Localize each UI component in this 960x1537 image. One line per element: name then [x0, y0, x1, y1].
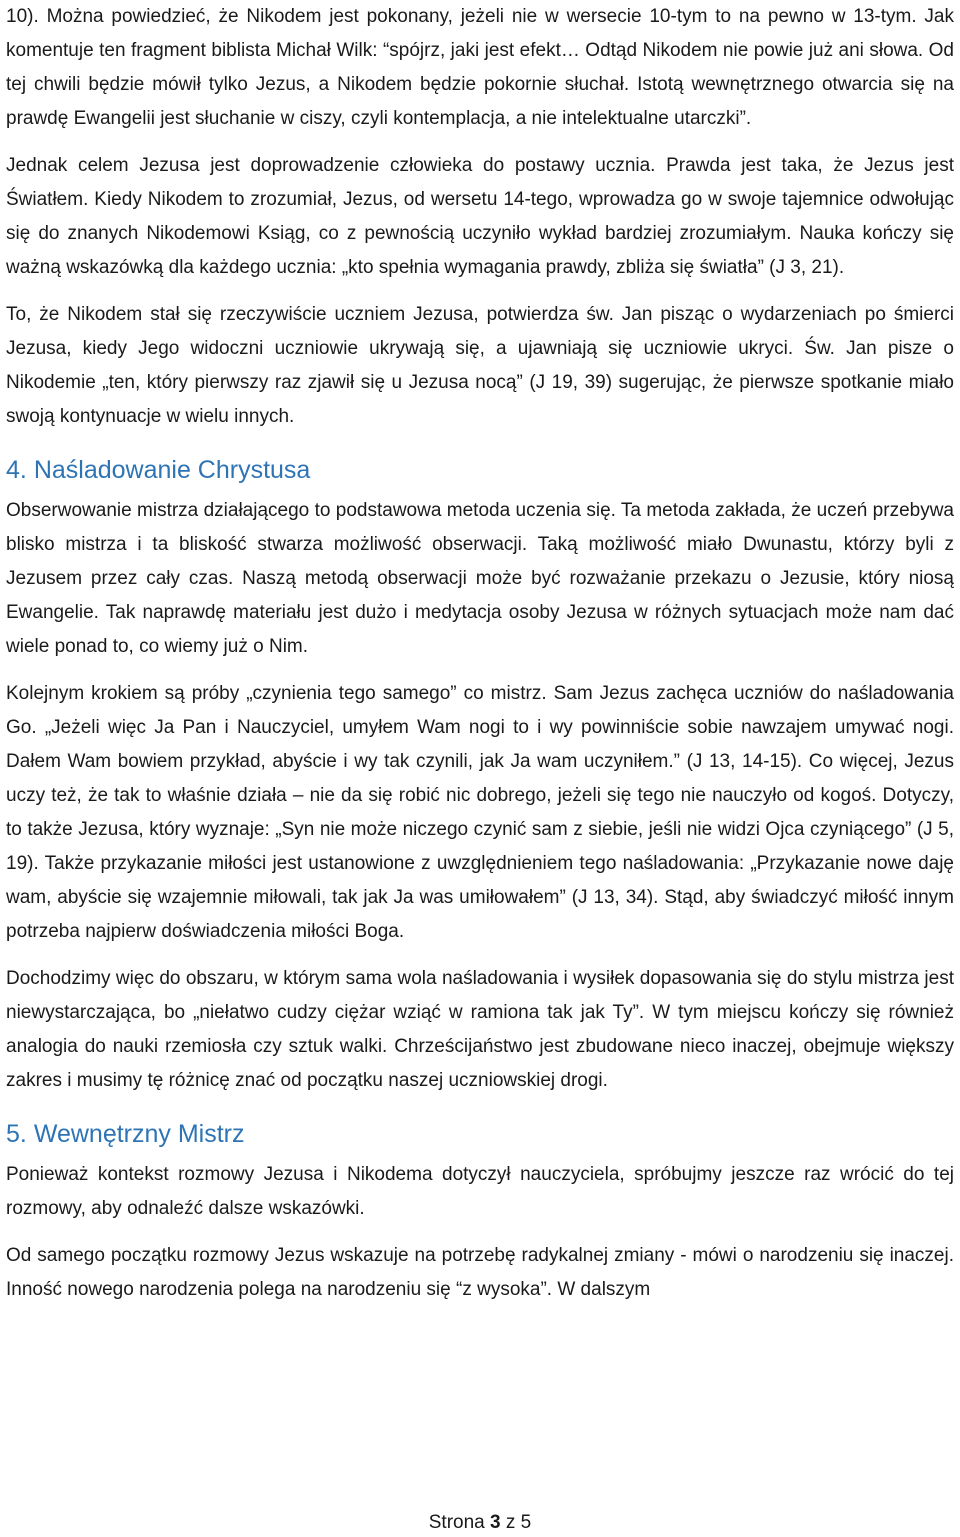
paragraph: Jednak celem Jezusa jest doprowadzenie człowieka do postawy ucznia. Prawda jest taka, że Jezus jest Światłem. Kiedy Nikodem to zrozumiał, Jezus, od wersetu 14-tego, wprowadza go w swoje tajemnice odwołując się do znanych Nikodemowi Ksiąg, co z pewnością uczyniło wykład bardziej zrozumiałym. Nauka kończy się ważną wskazówką dla każdego ucznia: „kto spełnia wymagania prawdy, zbliża się światła” (J 3, 21).: [6, 155, 954, 278]
section-title: Naśladowanie Chrystusa: [33, 456, 311, 484]
footer-total-pages: 5: [520, 1512, 532, 1533]
paragraph: Dochodzimy więc do obszaru, w którym sama wola naśladowania i wysiłek dopasowania się do stylu mistrza jest niewystarczająca, bo „niełatwo cudzy ciężar wziąć w ramiona tak jak Ty”. W tym miejscu kończy się również analogia do nauki rzemiosła czy sztuk walki. Chrześcijaństwo jest zbudowane nieco inaczej, obejmuje większy zakres i musimy tę różnicę znać od początku naszej uczniowskiej drogi.: [6, 968, 954, 1091]
paragraph: Kolejnym krokiem są próby „czynienia tego samego” co mistrz. Sam Jezus zachęca uczniów do naśladowania Go. „Jeżeli więc Ja Pan i Nauczyciel, umyłem Wam nogi to i wy powinniście sobie nawzajem umywać nogi. Dałem Wam bowiem przykład, abyście i wy tak czynili, jak Ja wam uczyniłem.” (J 13, 14-15). Co więcej, Jezus uczy też, że tak to właśnie działa – nie da się robić nic dobrego, jeżeli się tego nie nauczyło od kogoś. Dotyczy, to także Jezusa, który wyznaje: „Syn nie może niczego czynić sam z siebie, jeśli nie widzi Ojca czyniącego” (J 5, 19). Także przykazanie miłości jest ustanowione z uwzględnieniem tego naśladowania: „Przykazanie nowe daję wam, abyście się wzajemnie miłowali, tak jak Ja was umiłowałem” (J 13, 34). Stąd, aby świadczyć miłość innym potrzeba najpierw doświadczenia miłości Boga.: [6, 683, 954, 942]
section-number: 5.: [6, 1120, 27, 1148]
paragraph: Ponieważ kontekst rozmowy Jezusa i Nikodema dotyczył nauczyciela, spróbujmy jeszcze raz wrócić do tej rozmowy, aby odnaleźć dalsze wskazówki.: [6, 1164, 954, 1219]
paragraph: Od samego początku rozmowy Jezus wskazuje na potrzebę radykalnej zmiany - mówi o narodzeniu się inaczej. Inność nowego narodzenia polega na narodzeniu się “z wysoka”. W dalszym: [6, 1245, 954, 1300]
paragraph: 10). Można powiedzieć, że Nikodem jest pokonany, jeżeli nie w wersecie 10-tym to na pewno w 13-tym. Jak komentuje ten fragment biblista Michał Wilk: “spójrz, jaki jest efekt… Odtąd Nikodem nie powie już ani słowa. Od tej chwili będzie mówił tylko Jezus, a Nikodem będzie pokornie słuchał. Istotą wewnętrznego otwarcia się na prawdę Ewangelii jest słuchanie w ciszy, czyli kontemplacja, a nie intelektualne utarczki”.: [6, 6, 954, 129]
footer-prefix: Strona: [428, 1512, 485, 1533]
paragraph: To, że Nikodem stał się rzeczywiście uczniem Jezusa, potwierdza św. Jan pisząc o wydarzeniach po śmierci Jezusa, kiedy Jego widoczni uczniowie ukrywają się, a ujawniają się uczniowie ukryci. Św. Jan pisze o Nikodemie „ten, który pierwszy raz zjawił się u Jezusa nocą” (J 19, 39) sugerując, że pierwsze spotkanie miało swoją kontynuacje w wielu innych.: [6, 304, 954, 427]
section-heading-5: [6, 1116, 954, 1152]
document-page: [6, 0, 954, 1320]
paragraph: Obserwowanie mistrza działającego to podstawowa metoda uczenia się. Ta metoda zakłada, że uczeń przebywa blisko mistrza i ta bliskość stwarza możliwość obserwacji. Taką możliwość miało Dwunastu, którzy byli z Jezusem przez cały czas. Naszą metodą obserwacji może być rozważanie przekazu o Jezusie, który niosą Ewangelie. Tak naprawdę materiału jest dużo i medytacja osoby Jezusa w różnych sytuacjach może nam dać wiele ponad to, co wiemy już o Nim.: [6, 500, 954, 657]
section-title: Wewnętrzny Mistrz: [33, 1120, 245, 1148]
footer-current-page: 3: [490, 1512, 501, 1533]
page-footer: [0, 1510, 960, 1536]
section-heading-4: [6, 452, 954, 488]
section-number: 4.: [6, 456, 27, 484]
footer-separator: z: [505, 1512, 516, 1533]
